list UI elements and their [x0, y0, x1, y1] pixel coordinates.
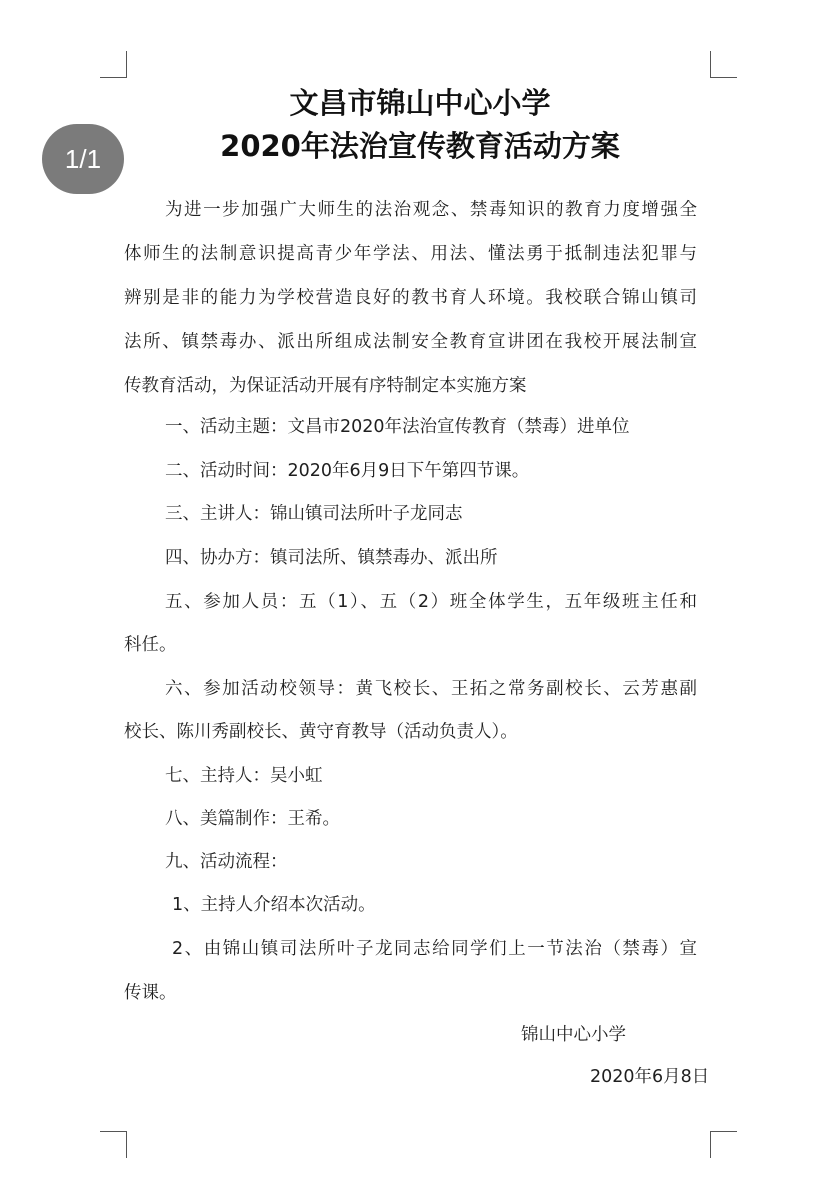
- item-editor: 八、美篇制作：王希。: [165, 809, 340, 829]
- crop-mark-top-right: [710, 51, 737, 78]
- item-time: 二、活动时间：2020年6月9日下午第四节课。: [165, 461, 530, 481]
- document-title-line1: 文昌市锦山中心小学: [289, 86, 551, 120]
- item-co-organizer: 四、协办方：镇司法所、镇禁毒办、派出所: [165, 548, 498, 568]
- intro-line: 辨别是非的能力为学校营造良好的教书育人环境。我校联合锦山镇司: [124, 288, 697, 308]
- process-step-2-cont: 传课。: [124, 983, 177, 1003]
- page-indicator-badge[interactable]: 1/1: [42, 124, 124, 194]
- crop-mark-bottom-right: [710, 1131, 737, 1158]
- item-process-heading: 九、活动流程：: [165, 852, 288, 872]
- item-participants-cont: 科任。: [124, 635, 177, 655]
- item-leaders-cont: 校长、陈川秀副校长、黄守育教导（活动负责人）。: [124, 722, 518, 742]
- item-leaders: 六、参加活动校领导：黄飞校长、王拓之常务副校长、云芳惠副: [165, 679, 697, 699]
- process-step-1: 1、主持人介绍本次活动。: [172, 895, 376, 915]
- item-host: 七、主持人：吴小虹: [165, 766, 323, 786]
- process-step-2: 2、由锦山镇司法所叶子龙同志给同学们上一节法治（禁毒）宣: [172, 939, 697, 959]
- item-theme: 一、活动主题：文昌市2020年法治宣传教育（禁毒）进单位: [165, 417, 630, 437]
- intro-line: 为进一步加强广大师生的法治观念、禁毒知识的教育力度增强全: [165, 200, 697, 220]
- intro-line: 体师生的法制意识提高青少年学法、用法、懂法勇于抵制违法犯罪与: [124, 244, 697, 264]
- document-date: 2020年6月8日: [590, 1067, 710, 1087]
- signature: 锦山中心小学: [521, 1025, 626, 1045]
- item-speaker: 三、主讲人：锦山镇司法所叶子龙同志: [165, 504, 463, 524]
- intro-line: 传教育活动，为保证活动开展有序特制定本实施方案: [124, 376, 527, 396]
- item-participants: 五、参加人员：五（1）、五（2）班全体学生，五年级班主任和: [165, 592, 697, 612]
- intro-line: 法所、镇禁毒办、派出所组成法制安全教育宣讲团在我校开展法制宣: [124, 332, 697, 352]
- document-title-line2: 2020年法治宣传教育活动方案: [220, 129, 620, 163]
- crop-mark-bottom-left: [100, 1131, 127, 1158]
- crop-mark-top-left: [100, 51, 127, 78]
